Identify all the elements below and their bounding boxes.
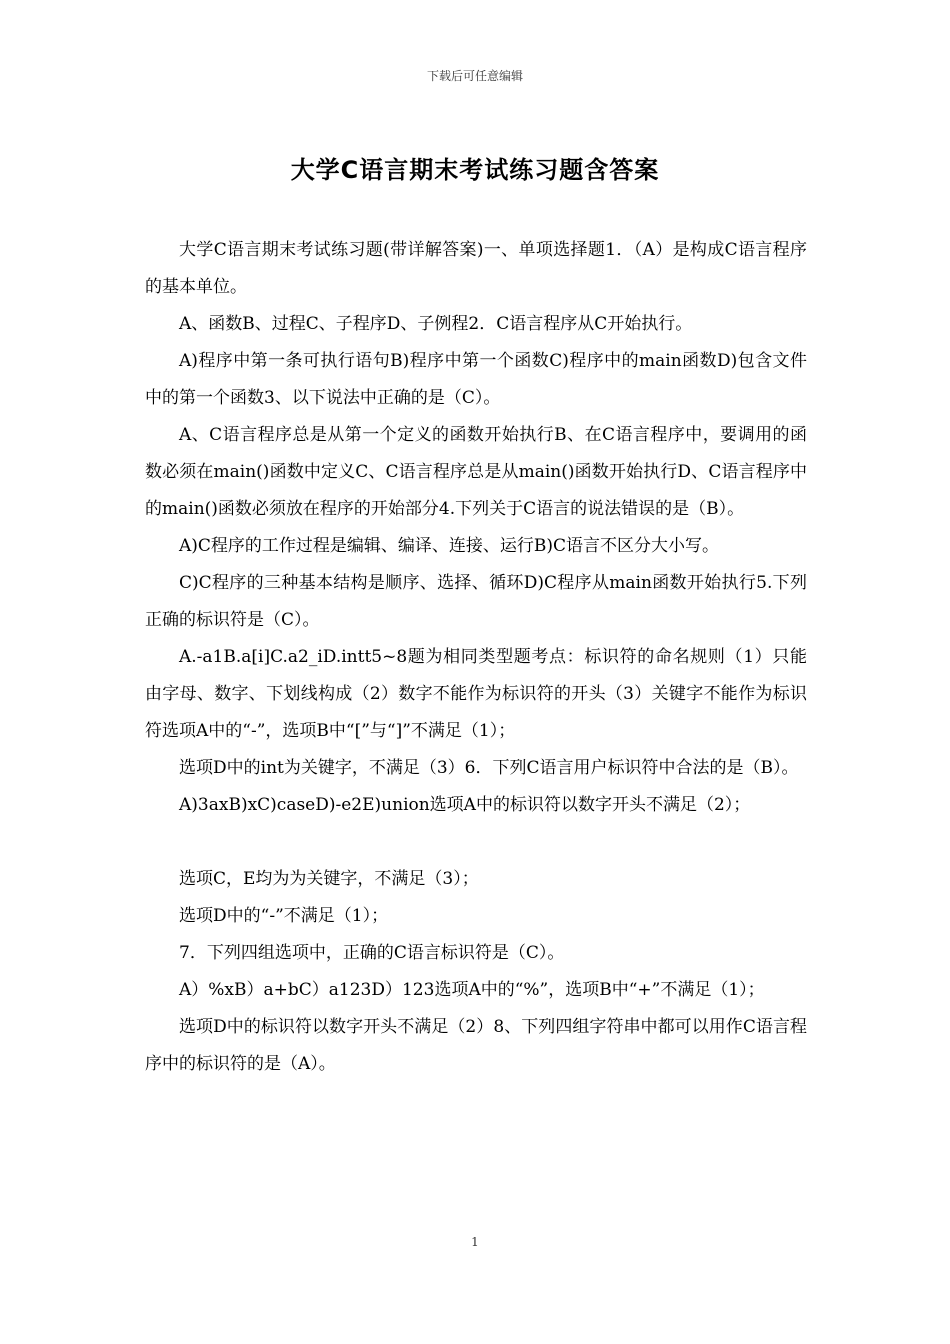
paragraph: 选项D中的int为关键字，不满足（3）6．下列C语言用户标识符中合法的是（B）。: [179, 758, 799, 778]
paragraph: 7．下列四组选项中，正确的C语言标识符是（C）。: [179, 943, 565, 963]
paragraph: A、函数B、过程C、子程序D、子例程2．C语言程序从C开始执行。: [179, 314, 693, 334]
paragraph: 选项D中的标识符以数字开头不满足（2）8、下列四组字符串中都可以用作C语言程序中的标识符的是（A）。: [145, 1017, 807, 1074]
page-number: 1: [471, 1235, 479, 1249]
paragraph: C)C程序的三种基本结构是顺序、选择、循环D)C程序从main函数开始执行5.下列正确的标识符是（C）。: [145, 573, 807, 630]
paragraph: A)3axB)xC)caseD)-e2E)union选项A中的标识符以数字开头不满足（2）；: [179, 795, 751, 815]
paragraph: A）%xB）a+bC）a123D）123选项A中的“%”，选项B中“+”不满足（1）；: [179, 980, 765, 1000]
paragraph: A)程序中第一条可执行语句B)程序中第一个函数C)程序中的main函数D)包含文件中的第一个函数3、以下说法中正确的是（C）。: [145, 351, 807, 408]
document-body: [145, 232, 807, 1083]
header-note: 下载后可任意编辑: [426, 69, 523, 83]
paragraph: 大学C语言期末考试练习题(带详解答案)一、单项选择题1．（A）是构成C语言程序的基本单位。: [145, 240, 807, 297]
document-title: 大学C语言期末考试练习题含答案: [290, 156, 660, 184]
paragraph: 选项D中的“-”不满足（1）；: [179, 906, 389, 926]
paragraph: A、C语言程序总是从第一个定义的函数开始执行B、在C语言程序中，要调用的函数必须在main()函数中定义C、C语言程序总是从main()函数开始执行D、C语言程序中的main()函数必须放在程序的开始部分4.下列关于C语言的说法错误的是（B）。: [145, 425, 807, 519]
paragraph: A)C程序的工作过程是编辑、编译、连接、运行B)C语言不区分大小写。: [179, 536, 720, 556]
paragraph: A.-a1B.a[i]C.a2_iD.intt5~8题为相同类型题考点：标识符的命名规则（1）只能由字母、数字、下划线构成（2）数字不能作为标识符的开头（3）关键字不能作为标识符选项A中的“-”，选项B中“[”与“]”不满足（1）；: [145, 647, 807, 741]
paragraph: 选项C，E均为为关键字，不满足（3）；: [179, 869, 479, 889]
